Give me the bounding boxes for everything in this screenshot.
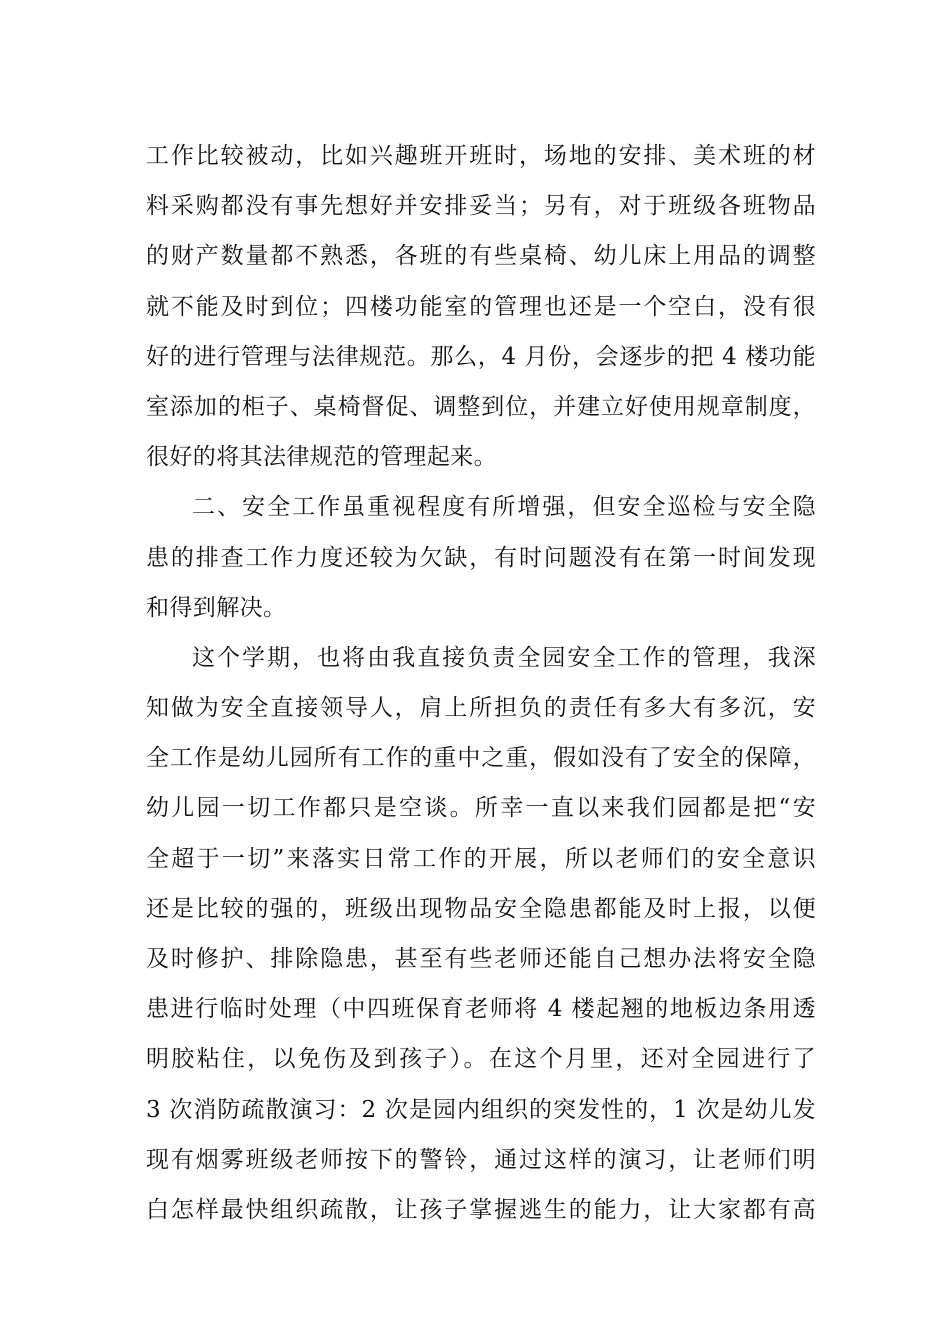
text-line: 患的排查工作力度还较为欠缺，有时问题没有在第一时间发现 — [146, 544, 816, 571]
text-line: 的财产数量都不熟悉，各班的有些桌椅、幼儿床上用品的调整 — [146, 243, 816, 270]
text-line: 幼儿园一切工作都只是空谈。所幸一直以来我们园都是把“安 — [146, 795, 816, 822]
text-line: 料采购都没有事先想好并安排妥当；另有，对于班级各班物品 — [146, 193, 816, 220]
text-line: 知做为安全直接领导人，肩上所担负的责任有多大有多沉，安 — [146, 695, 816, 722]
text-line: 和得到解决。 — [146, 594, 287, 621]
paragraph-start-line: 二、安全工作虽重视程度有所增强，但安全巡检与安全隐 — [192, 494, 816, 521]
text-line: 白怎样最快组织疏散，让孩子掌握逃生的能力，让大家都有高 — [146, 1196, 816, 1223]
text-line: 很好的将其法律规范的管理起来。 — [146, 444, 497, 471]
text-line: 3 次消防疏散演习：2 次是园内组织的突发性的，1 次是幼儿发 — [146, 1096, 816, 1123]
text-line: 明胶粘住，以免伤及到孩子）。在这个月里，还对全园进行了 — [146, 1046, 816, 1073]
text-line: 还是比较的强的，班级出现物品安全隐患都能及时上报，以便 — [146, 895, 816, 922]
text-line: 就不能及时到位；四楼功能室的管理也还是一个空白，没有很 — [146, 293, 816, 320]
body-text — [146, 131, 816, 1235]
text-line: 室添加的柜子、桌椅督促、调整到位，并建立好使用规章制度， — [146, 393, 816, 420]
text-line: 及时修护、排除隐患，甚至有些老师还能自己想办法将安全隐 — [146, 946, 816, 972]
text-line: 工作比较被动，比如兴趣班开班时，场地的安排、美术班的材 — [146, 143, 816, 169]
text-line: 现有烟雾班级老师按下的警铃，通过这样的演习，让老师们明 — [146, 1146, 816, 1173]
paragraph-start-line: 这个学期，也将由我直接负责全园安全工作的管理，我深 — [192, 644, 816, 671]
text-line: 全工作是幼儿园所有工作的重中之重，假如没有了安全的保障， — [146, 745, 816, 772]
text-line: 全超于一切”来落实日常工作的开展，所以老师们的安全意识 — [146, 845, 816, 872]
text-line: 患进行临时处理（中四班保育老师将 4 楼起翘的地板边条用透 — [146, 996, 816, 1023]
text-line: 好的进行管理与法律规范。那么，4 月份，会逐步的把 4 楼功能 — [146, 343, 816, 370]
